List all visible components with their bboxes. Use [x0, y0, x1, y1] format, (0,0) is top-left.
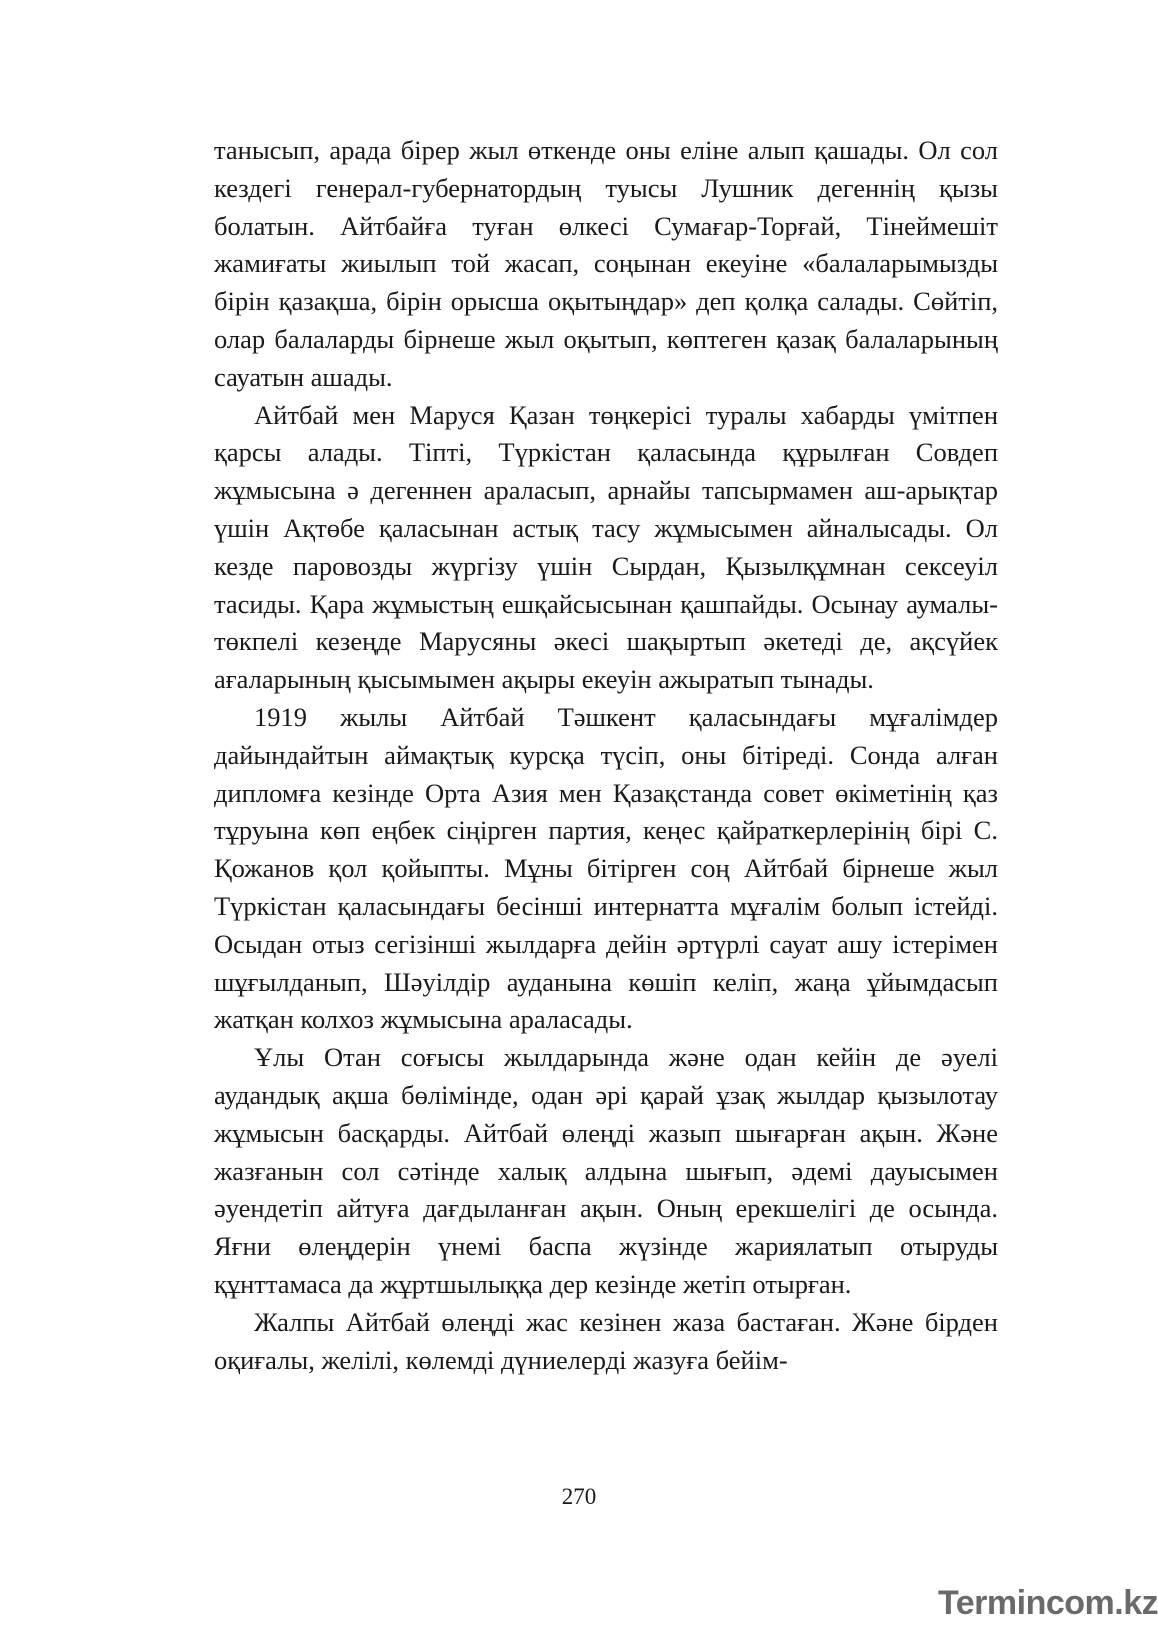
paragraph-4: Ұлы Отан соғысы жылдарында және одан кейін де әуелі аудандық ақша бөлімінде, одан әрі қарай ұзақ жылдар қызылотау жұмысын басқарды. Айтбай өлеңді жазып шығарған ақын. Және жазғанын сол сәтінде халық алдына шығып, әдемі дауысымен әуендетіп айтуға дағдыланған ақын. Оның ерекшелігі де осында. Яғни өлеңдерін үнемі баспа жүзінде жариялатып отыруды құнттамаса да жұртшылыққа дер кезінде жетіп отырған. [214, 1042, 998, 1299]
paragraph-1: танысып, арада бірер жыл өткенде оны еліне алып қашады. Ол сол кездегі генерал-губернатордың туысы Лушник дегеннің қызы болатын. Айтбайға туған өлкесі Сумағар-Торғай, Тінеймешіт жамиғаты жиылып той жасап, соңынан екеуіне «балаларымызды бірін қазақша, бірін орысша оқытыңдар» деп қолқа салады. Сөйтіп, олар балаларды бірнеше жыл оқытып, көптеген қазақ балаларының сауатын ашады. [214, 135, 998, 392]
page-body [214, 132, 998, 1379]
page-number: 270 [561, 1484, 597, 1509]
paragraph-2: Айтбай мен Маруся Қазан төңкерісі туралы хабарды үмітпен қарсы алады. Тіпті, Түркістан қаласында құрылған Совдеп жұмысына ә дегеннен араласып, арнайы тапсырмамен аш-арықтар үшін Ақтөбе қаласынан астық тасу жұмысымен айналысады. Ол кезде паровозды жүргізу үшін Сырдан, Қызылқұмнан сексеуіл тасиды. Қара жұмыстың ешқайсысынан қашпайды. Осынау аумалы-төкпелі кезеңде Марусяны әкесі шақыртып әкетеді де, ақсүйек ағаларының қысымымен ақыры екеуін ажыратып тынады. [214, 399, 998, 695]
paragraph-3: 1919 жылы Айтбай Тәшкент қаласындағы мұғалімдер дайындайтын аймақтық курсқа түсіп, оны бітіреді. Сонда алған дипломға кезінде Орта Азия мен Қазақстанда совет өкіметінің қаз тұруына көп еңбек сіңірген партия, кеңес қайраткерлерінің бірі С. Қожанов қол қойыпты. Мұны бітірген соң Айтбай бірнеше жыл Түркістан қаласындағы бесінші интернатта мұғалім болып істейді. Осыдан отыз сегізінші жылдарға дейін әртүрлі сауат ашу істерімен шұғылданып, Шәуілдір ауданына көшіп келіп, жаңа ұйымдасып жатқан колхоз жұмысына араласады. [214, 701, 998, 1035]
paragraph-5: Жалпы Айтбай өлеңді жас кезінен жаза бастаған. Және бірден оқиғалы, желілі, көлемді дүниелерді жазуға бейім- [214, 1306, 998, 1375]
watermark-logo [938, 1580, 1158, 1628]
watermark-text: Termincom.kz [938, 1584, 1158, 1622]
